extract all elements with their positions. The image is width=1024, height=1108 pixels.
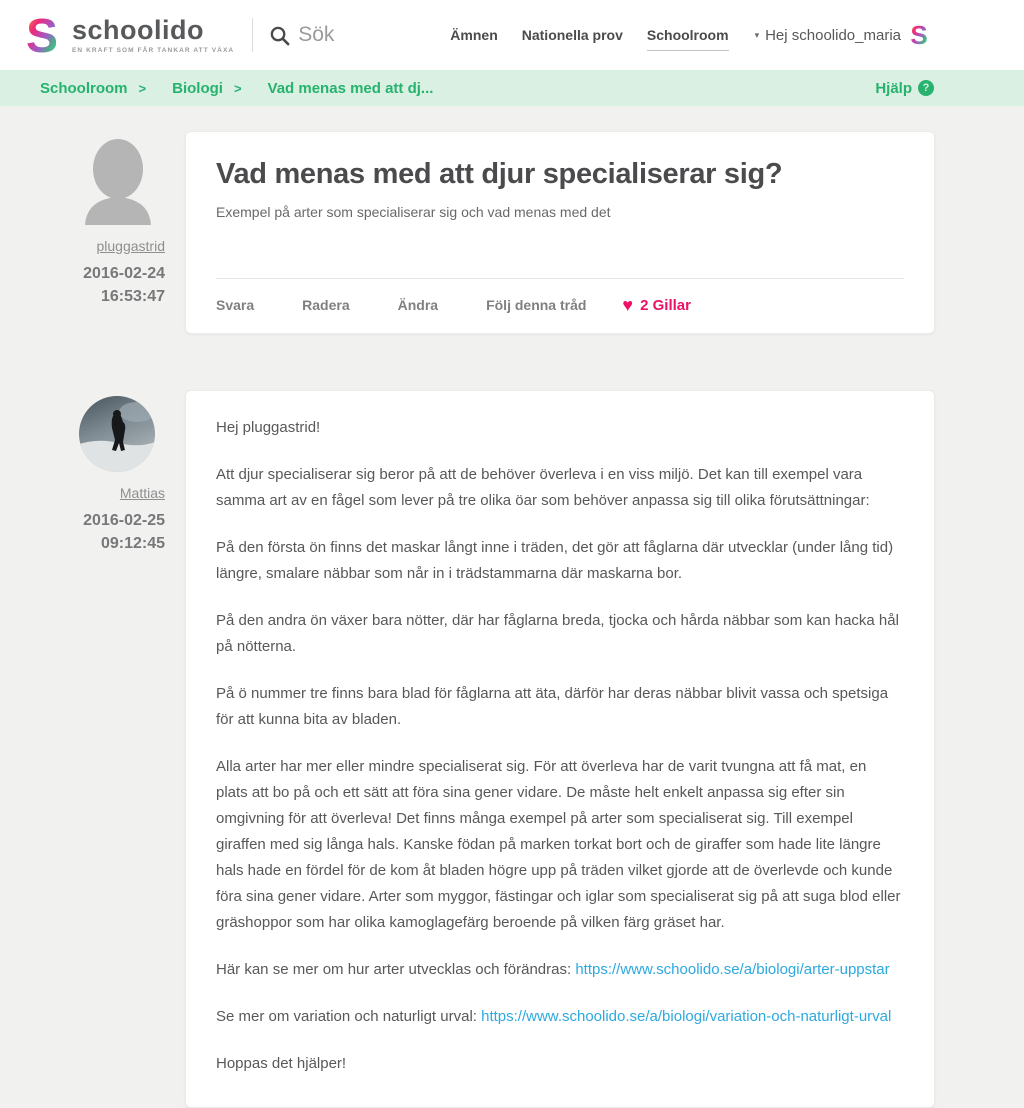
- brand-tagline: EN KRAFT SOM FÅR TANKAR ATT VÄXA: [72, 47, 235, 54]
- link-variation-naturligt-urval[interactable]: https://www.schoolido.se/a/biologi/variation-och-naturligt-urval: [481, 1008, 892, 1025]
- reply-paragraph-link2: [216, 1004, 902, 1030]
- user-avatar-logo-icon: [910, 20, 928, 50]
- reply-post-author-meta: [0, 390, 185, 555]
- reply-post: [0, 390, 1024, 1108]
- link1-prefix: Här kan se mer om hur arter utvecklas och förändras:: [216, 961, 576, 978]
- post-date: 2016-02-24: [83, 265, 165, 282]
- reply-paragraph: På den andra ön växer bara nötter, där har fåglarna breda, tjocka och hårda näbbar som kan hacka hål på nötterna.: [216, 612, 899, 655]
- reply-button[interactable]: Svara: [216, 297, 255, 313]
- nav-item-amnen[interactable]: Ämnen: [450, 27, 498, 43]
- search-placeholder: Sök: [298, 23, 335, 46]
- reply-paragraph: Alla arter har mer eller mindre specialiserat sig. För att överleva har de varit tvungna att få mat, en plats att bo på och ett sätt att föra sina gener vidare. De måste helt enkelt anpassa sig efter sin omgivning för att överleva! Det finns många exempel på arter som specialiserat sig. Till exempel giraffen med sig långa hals. Kanske födan på marken torkat bort och de giraffer som hade lite längre hals hade en fördel för de kom åt bladen högre upp på träden vilket gjorde att de överlevde och kunde föra sina gener vidare. Arter som myggor, fästingar och iglar som specialiserat sig på att suga blod eller gräshoppor som har olika kamoglagefärg beroende på vilken färg gräset har.: [216, 758, 901, 931]
- svg-text:S: S: [910, 20, 928, 50]
- user-menu[interactable]: [754, 20, 928, 50]
- reply-paragraph-greeting: Hej pluggastrid!: [216, 419, 321, 436]
- post-time: 16:53:47: [100, 288, 165, 305]
- search-field[interactable]: [269, 23, 334, 47]
- link2-prefix: Se mer om variation och naturligt urval:: [216, 1008, 482, 1025]
- original-post: [0, 131, 1024, 334]
- post-time: 09:12:45: [100, 535, 165, 552]
- heart-icon: ♥: [622, 295, 634, 315]
- original-post-author-meta: [0, 131, 185, 308]
- breadcrumb: [0, 70, 1024, 106]
- link-arter-uppstar[interactable]: https://www.schoolido.se/a/biologi/arter-uppstar: [575, 961, 890, 978]
- search-icon: [269, 25, 290, 46]
- reply-card: [185, 390, 935, 1108]
- help-label: Hjälp: [875, 79, 912, 97]
- brand-logo-group[interactable]: [24, 10, 235, 63]
- breadcrumb-current-thread[interactable]: Vad menas med att dj...: [267, 79, 434, 97]
- breadcrumb-separator-icon: >: [233, 80, 242, 96]
- like-button[interactable]: [622, 296, 691, 314]
- svg-text:S: S: [25, 10, 59, 63]
- chevron-down-icon: ▾: [754, 29, 760, 40]
- breadcrumb-separator-icon: >: [138, 80, 147, 96]
- thread-page: [0, 106, 1024, 1108]
- reply-paragraph: På ö nummer tre finns bara blad för fåglarna att äta, därför har deras näbbar blivit vassa och spetsiga för att kunna bita av bladen.: [216, 685, 889, 728]
- nav-item-nationella-prov[interactable]: Nationella prov: [521, 27, 623, 43]
- help-question-icon: ?: [918, 80, 934, 96]
- user-greeting: Hej schoolido_maria: [765, 26, 901, 44]
- schoolido-logo-icon: [24, 10, 60, 63]
- thread-subtitle: Exempel på arter som specialiserar sig och vad menas med det: [216, 204, 611, 220]
- avatar[interactable]: [81, 137, 155, 230]
- help-button[interactable]: [875, 80, 934, 97]
- post-date: 2016-02-25: [83, 512, 165, 529]
- follow-thread-button[interactable]: Följ denna tråd: [486, 297, 587, 313]
- thread-title: Vad menas med att djur specialiserar sig?: [216, 158, 783, 190]
- breadcrumb-schoolroom[interactable]: Schoolroom: [40, 79, 128, 97]
- reply-paragraph-closing: Hoppas det hjälper!: [216, 1055, 347, 1072]
- edit-button[interactable]: Ändra: [397, 297, 439, 313]
- main-nav: [426, 20, 928, 50]
- default-avatar-silhouette-icon: [81, 137, 155, 225]
- author-link-mattias[interactable]: Mattias: [119, 485, 165, 501]
- thread-card: [185, 131, 935, 334]
- avatar[interactable]: [79, 396, 155, 477]
- delete-button[interactable]: Radera: [302, 297, 350, 313]
- reply-paragraph-link1: [216, 957, 902, 983]
- like-count-label: 2 Gillar: [640, 296, 691, 314]
- reply-paragraph: På den första ön finns det maskar långt inne i träden, det gör att fåglarna där utvecklar (under lång tid) längre, smalare näbbar som når in i trädstammarna där maskarna bor.: [216, 539, 894, 582]
- reply-paragraph: Att djur specialiserar sig beror på att de behöver överleva i en viss miljö. Det kan till exempel vara samma art av en fågel som lever på tre olika öar som behöver anpassa sig till olika förutsättningar:: [216, 466, 870, 509]
- header-divider: [252, 18, 253, 52]
- breadcrumb-biologi[interactable]: Biologi: [172, 79, 223, 97]
- nav-item-schoolroom[interactable]: Schoolroom: [647, 27, 729, 51]
- author-link-pluggastrid[interactable]: pluggastrid: [96, 238, 165, 254]
- thread-actions-bar: [216, 278, 904, 333]
- top-header: [0, 0, 1024, 70]
- photo-avatar-mattias: [79, 396, 155, 472]
- brand-name: schoolido: [72, 15, 204, 45]
